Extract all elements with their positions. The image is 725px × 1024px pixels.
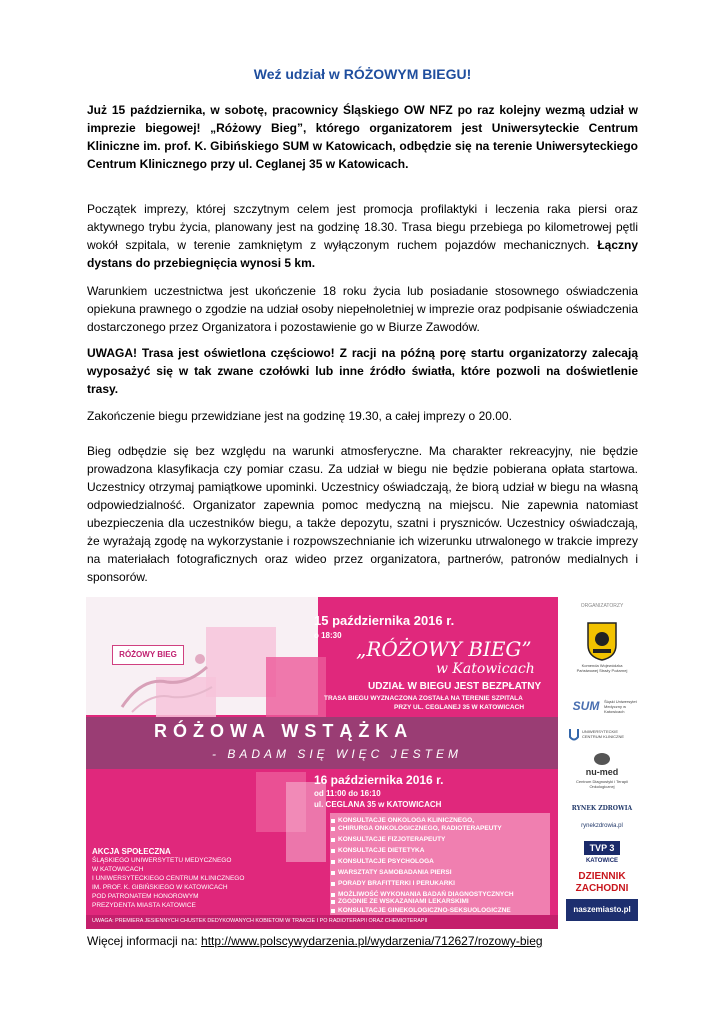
service-item: KONSULTACJE ONKOLOGA KLINICZNEGO, [338, 817, 475, 824]
event-poster [86, 597, 558, 929]
naszemiasto-logo [566, 899, 638, 921]
dziennik-logo-line-2: ZACHODNI [575, 883, 629, 894]
service-item: KONSULTACJE DIETETYKA [338, 847, 425, 854]
time-2: od 11:00 do 16:10 [314, 789, 381, 798]
free-entry: UDZIAŁ W BIEGU JEST BEZPŁATNY [368, 681, 542, 692]
distance-text: Łączny dystans do przebiegnięcia wynosi 5 km. [87, 238, 638, 270]
date-2: 16 października 2016 r. [314, 773, 444, 787]
date-1: 15 października 2016 r. [314, 613, 455, 628]
paragraph-rules: Bieg odbędzie się bez względu na warunki atmosferyczne. Ma charakter rekreacyjny, nie będzie prowadzona klasyfikacja czy pomiar czasu. Za udział w biegu nie będzie pobierana opłata startowa. Uczestnicy otrzymaj pamiątkowe upominki. Uczestnicy oświadczają, że biorą udział w biegu na własną odpowiedzialność. Organizator zapewnia pomoc medyczną na miejscu. Nie zapewnia natomiast ubezpieczenia dla uczestników biegu, a także depozytu, szatni i pryszniców. Uczestnicy oświadczają, że wyrażają zgodę na wykorzystanie i rozpowszechnianie ich wizerunku utrwalonego w trakcie imprezy na materiałach fotograficznych oraz wideo przez organizatora, partnerów, patronów medialnych i sponsorów. [87, 444, 638, 584]
crest-caption: Komenda Wojewódzka [581, 663, 623, 668]
sum-logo: SUM [572, 699, 600, 713]
more-info-line [87, 934, 543, 948]
tvp-city: KATOWICE [585, 858, 619, 864]
decor-block [266, 657, 326, 717]
ribbon-motto: - BADAM SIĘ WIĘC JESTEM [212, 747, 463, 761]
more-info-link[interactable]: http://www.polscywydarzenia.pl/wydarzenia/712627/rozowy-bieg [201, 934, 543, 948]
service-item: KONSULTACJE PSYCHOLOGA [338, 858, 434, 865]
rynek-url: rynekzdrowia.pl [581, 823, 623, 829]
time-1: o 18:30 [314, 631, 342, 640]
sponsors-header: ORGANIZATORZY [580, 603, 624, 609]
social-line: POD PATRONATEM HONOROWYM [92, 893, 199, 900]
paragraph-end-time: Zakończenie biegu przewidziane jest na godzinę 19.30, a całej imprezy o 20.00. [87, 409, 512, 423]
route-line-2: PRZY UL. CEGLANEJ 35 W KATOWICACH [394, 704, 525, 711]
sum-caption: Śląski Uniwersytet Medyczny w Katowicach [604, 699, 637, 714]
paragraph-conditions: Warunkiem uczestnictwa jest ukończenie 18 roku życia lub posiadanie stosownego oświadczenia opiekuna prawnego o zgodzie na udział osoby niepełnoletniej w imprezie oraz podpisanie oświadczenia dostarczonego przez Organizatora i pozostawienie go w Biurze Zawodów. [87, 284, 638, 334]
social-title: AKCJA SPOŁECZNA [92, 847, 171, 856]
social-line: PREZYDENTA MIASTA KATOWICE [92, 902, 196, 909]
uck-logo-icon [568, 727, 580, 743]
service-item: KONSULTACJE GINEKOLOGICZNO-SEKSUOLOGICZNE [338, 907, 511, 914]
run-title: „RÓŻOWY BIEG” [356, 637, 532, 661]
route-line-1: TRASA BIEGU WYZNACZONA ZOSTAŁA NA TERENIE SZPITALA [324, 695, 523, 702]
uck-caption: UNIWERSYTECKIE CENTRUM KLINICZNE [582, 729, 625, 739]
poster-logo: RÓŻOWY BIEG [112, 645, 184, 665]
social-line: I UNIWERSYTECKIEGO CENTRUM KLINICZNEGO [92, 875, 245, 882]
service-item: WARSZTATY SAMOBADANIA PIERSI [338, 869, 452, 876]
crest-caption: Państwowej Straży Pożarnej [576, 668, 628, 673]
paragraph-start [87, 200, 638, 272]
social-line: IM. PROF. K. GIBIŃSKIEGO W KATOWICACH [92, 884, 228, 891]
numed-logo: nu-med [585, 767, 619, 777]
service-item: MOŻLIWOŚĆ WYKONANIA BADAŃ DIAGNOSTYCZNYCH [338, 891, 514, 898]
run-city: w Katowicach [436, 661, 535, 677]
service-item: CHIRURGA ONKOLOGICZNEGO, RADIOTERAPEUTY [338, 825, 502, 832]
tvp-logo: TVP 3 [584, 841, 620, 855]
dziennik-logo-line-1: DZIENNIK [578, 871, 626, 882]
page-title: Weź udział w RÓŻOWYM BIEGU! [253, 66, 472, 82]
numed-caption: Centrum Diagnostyki i Terapii Onkologicznej [576, 779, 628, 789]
service-item: KONSULTACJE FIZJOTERAPEUTY [338, 836, 446, 843]
paragraph-start-text: Początek imprezy, której szczytnym celem jest promocja profilaktyki i leczenia raka piersi oraz aktywnego trybu życia, planowany jest na godzinę 18.30. Trasa biegu przebiega po kilometrowej pętli wokół szpitala, w terenie zamkniętym z wyłączonym ruchem pojazdów mechanicznych. [87, 202, 638, 252]
social-line: ŚLĄSKIEGO UNIWERSYTETU MEDYCZNEGO [92, 857, 232, 864]
ribbon-title: RÓŻOWA WSTĄŻKA [154, 721, 414, 741]
social-line: W KATOWICACH [92, 866, 144, 873]
warning-text: UWAGA: PREMIERA JESIENNYCH CHUSTEK DEDYKOWANYCH KOBIETOM W TRAKCIE I PO RADIOTERAPII ORAZ CHEMIOTERAPII [92, 918, 428, 924]
rynek-logo: RYNEK ZDROWIA [571, 805, 633, 812]
address-2: ul. CEGLANA 35 w KATOWICACH [314, 800, 442, 809]
naszemiasto-name: naszemiasto. [573, 905, 624, 914]
fire-service-crest-icon [586, 621, 618, 661]
sponsors-column [566, 603, 638, 929]
more-info-label: Więcej informacji na: [87, 934, 202, 948]
naszemiasto-suffix: pl [623, 905, 631, 914]
paragraph-warning: UWAGA! Trasa jest oświetlona częściowo! Z racji na późną porę startu organizatorzy zalecają wyposażyć się w tak zwane czołówki lub inne źródło światła, które pozwoli na doświetlenie trasy. [87, 346, 638, 396]
intro-paragraph: Już 15 października, w sobotę, pracownicy Śląskiego OW NFZ po raz kolejny wezmą udział w imprezie biegowej! „Różowy Bieg”, którego organizatorem jest Uniwersyteckie Centrum Kliniczne im. prof. K. Gibińskiego SUM w Katowicach, odbędzie się na terenie Uniwersyteckiego Centrum Klinicznego przy ul. Ceglanej 35 w Katowicach. [87, 103, 638, 171]
numed-icon [594, 753, 610, 765]
service-item: PORADY BRAFITTERKI I PERUKARKI [338, 880, 455, 887]
service-item: ZGODNIE ZE WSKAZANIAMI LEKARSKIMI [338, 898, 469, 905]
